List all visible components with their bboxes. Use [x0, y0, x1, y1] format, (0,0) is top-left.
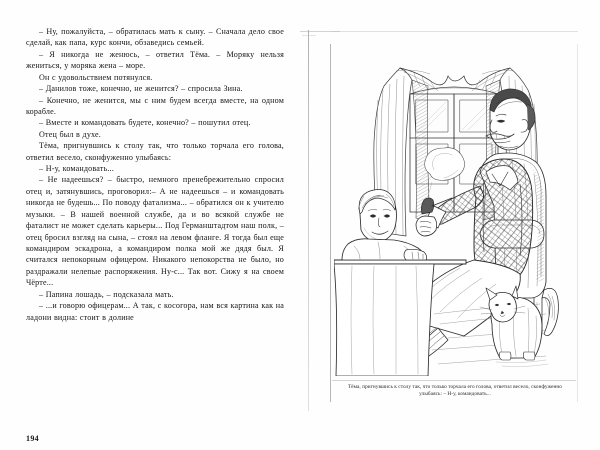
illustration-caption: Тёма, пригнувшись к столу так, что только торчала его голова, ответил весело, сконфуженно улыбаясь: – Н-у, командовать...: [347, 384, 563, 398]
paragraph: – Папина лошадь, – подсказала мать.: [39, 289, 174, 299]
crop-mark-icon: [332, 31, 578, 32]
paragraph: – Данилов тоже, конечно, не женится? – спросила Зина.: [39, 84, 243, 94]
paragraph: Он с удовольствием потянулся.: [39, 72, 153, 82]
text-column: [26, 26, 284, 323]
caption-divider: [332, 380, 576, 381]
gutter-rule: [308, 30, 309, 411]
paragraph: – Конечно, не женится, мы с ним будем всегда вместе, на одном корабле.: [26, 95, 284, 116]
paragraph: – Ну, пожалуйста, – обратилась мать к сыну. – Сначала дело свое сделай, как папа, курс кончи, обзаведись семьей.: [26, 27, 284, 48]
paragraph: Отец был в духе.: [39, 129, 101, 139]
paragraph: – ...и говорю офицерам... А так, с косогора, нам вся картина как на ладони видна: стоит в долине: [26, 301, 284, 322]
illustration-frame-left: [330, 44, 331, 402]
page-number: 194: [26, 434, 39, 443]
illustration-drawing: [334, 46, 574, 376]
paragraph: – Я никогда не женюсь, – ответил Тёма. – Моряку нельзя жениться, у моряка жена – море.: [26, 49, 284, 71]
paragraph: – Вместе и командовать будете, конечно? – пошутил отец.: [39, 118, 251, 128]
paragraph: – Н-у, командовать...: [39, 164, 114, 174]
illustration-block: [330, 36, 578, 408]
crop-mark-icon: [302, 35, 316, 36]
illustration-frame-right: [577, 44, 578, 402]
paragraph: – Не надеешься? – быстро, немного пренебрежительно спросил отец и, затянувшись, проговорил:– А не надеешься – и командовать никогда не будешь... По поводу фатализма... – обратился он к учителю музыки. – В нашей военной службе, да и во всякой службе не фаталист не может сделать карьеры... Под Германштадтом наш полк, – отец бросил взгляд на сына, – стоял на левом фланге. Я тогда был еще командиром эскадрона, а командиром полка мой же дядя был. Я считался непокорным офицером. Никакого непокорства не было, но раздражали нелепые распоряжения. Ну-с... Так вот. Сижу я на своем Чёрте...: [26, 175, 284, 288]
paragraph: Тёма, пригнувшись к столу так, что только торчала его голова, ответил весело, сконфуженно улыбаясь:: [26, 141, 284, 162]
